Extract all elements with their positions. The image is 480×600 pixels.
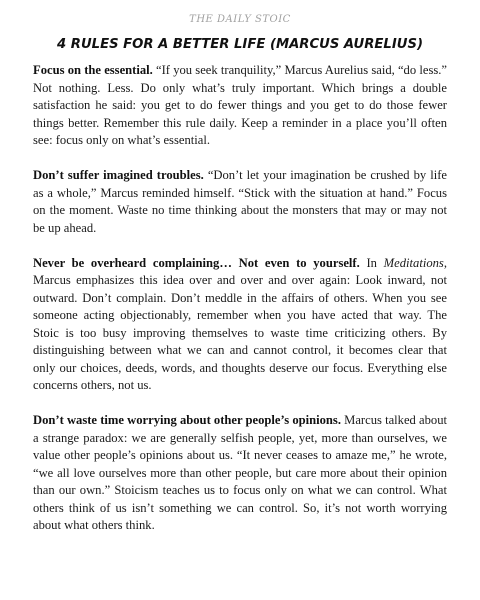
rule-2-body: “Don’t let your imagination be crushed by life as a whole,” Marcus reminded himself. “Stick with the situation at hand.” Focus on the moment. Waste no time thinking about the monsters that may or may not be up ahead. — [33, 168, 447, 235]
masthead: THE DAILY STOIC — [189, 14, 291, 25]
rule-1-heading: Focus on the essential. — [33, 63, 153, 77]
rule-3-heading: Never be overheard complaining… Not even to yourself. — [33, 255, 360, 270]
rule-2-heading: Don’t suffer imagined troubles. — [33, 168, 204, 182]
rule-4 — [33, 412, 447, 535]
rule-3-body: , Marcus emphasizes this idea over and over and over again: Look inward, not outward. Don’t complain. Don’t meddle in the affairs of others. When you see someone acting objectionably, remember when you have acted that way. The Stoic is too busy improving themselves to waste time criticizing others. By distinguishing between what we can and cannot control, it becomes clear that only our choices, deeds, words, and thoughts deserve our focus. Everything else concerns others, not us. — [33, 255, 447, 392]
page-title: 4 RULES FOR A BETTER LIFE (MARCUS AURELIUS) — [57, 37, 423, 52]
rule-4-body: Marcus talked about a strange paradox: we are generally selfish people, yet, more than ourselves, we value other people’s opinions about us. “It never ceases to amaze me,” he wrote, “we all love ourselves more than other people, but care more about their opinion than our own.” Stoicism teaches us to focus only on what we can control. What others think of us isn’t something we can control. So, it’s not worth worrying about what others think. — [33, 413, 447, 532]
rule-4-heading: Don’t waste time worrying about other people’s opinions. — [33, 413, 341, 427]
rule-3 — [33, 255, 447, 395]
rule-3-book-title: Meditations — [383, 255, 444, 270]
rule-2 — [33, 167, 447, 237]
rule-1-body: “If you seek tranquility,” Marcus Aurelius said, “do less.” Not nothing. Less. Do only what’s truly important. Which brings a double satisfaction he said: you get to do fewer things and you get to do those fewer things better. Remember this rule daily. Keep a reminder in a place you’ll often see: focus only on what’s essential. — [33, 63, 447, 147]
rule-1 — [33, 62, 447, 150]
rule-3-body-intro: In — [359, 255, 384, 270]
